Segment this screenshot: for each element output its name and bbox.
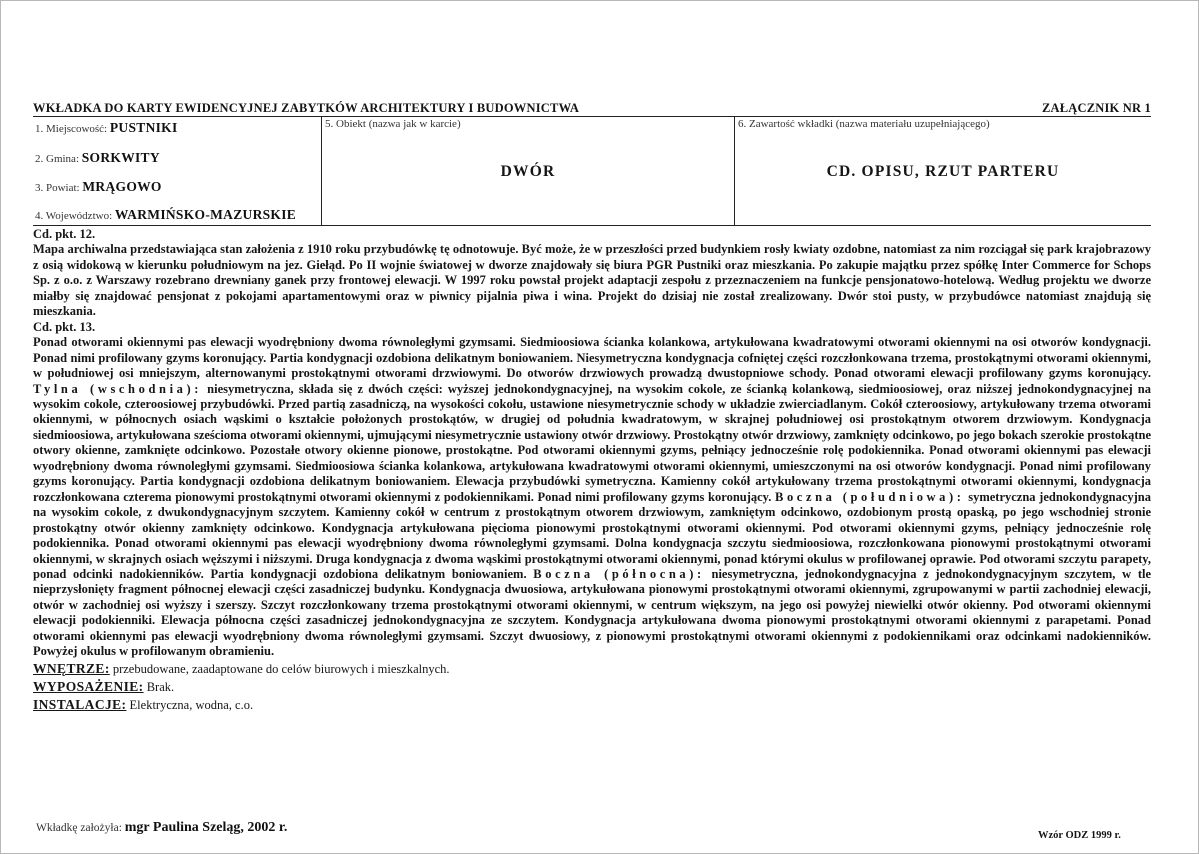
north-elevation-heading: Boczna (północna): [533, 566, 705, 581]
point-13-part-a: Ponad otworami okiennymi pas elewacji wyodrębniony dwoma równoległymi gzymsami. Siedmioosiowa ścianka kolankowa, artykułowana kwadratowymi otworami okiennymi na osi otworów kondygnacji. Ponad nimi profilowany gzyms koronujący. Partia kondygnacji ozdobiona delikatnym boniowaniem. Niesymetryczna kondygnacja cofniętej części rozczłonkowana trzema, prostokątnymi otworami okiennymi, w południowej osi mniejszym, alternowanymi prostokątnymi otworami drzwiowymi. Do otworów drzwiowych prowadzą dwustopniowe schody. Ponad otworami elewacji profilowany gzyms koronujący. [33, 335, 1151, 381]
point-12-heading: Cd. pkt. 12. [33, 227, 96, 241]
interior-label: WNĘTRZE: [33, 660, 110, 676]
county-value: MRĄGOWO [82, 179, 162, 194]
document-title: WKŁADKA DO KARTY EWIDENCYJNEJ ZABYTKÓW ARCHITEKTURY I BUDOWNICTWA [33, 101, 580, 115]
voivodeship-value: WARMIŃSKO-MAZURSKIE [114, 207, 297, 222]
contents-label: 6. Zawartość wkładki (nazwa materiału uzupełniającego) [738, 118, 990, 130]
object-value: DWÓR [500, 163, 556, 180]
commune-value: SORKWITY [81, 150, 160, 165]
point-13-part-c: symetryczna jednokondygnacyjna na wysokim cokole, z dwukondygnacyjnym szczytem. Kamienny cokół w centrum z prostokątnym otworem drzwiowym, zamkniętym odcinkowo, ozdobionym prostą opaską, po jego wschodniej stronie prostokątny otwór okienny zamknięty odcinkowo. Kondygnacja artykułowana pięcioma pionowymi prostokątnymi otworami okiennymi. Pod otworami okiennymi gzyms, pełniący jednocześnie rolę podokiennika. Ponad otworami okiennymi pas elewacji wyodrębniony dwoma równoległymi gzymsami. Dolna kondygnacja szczytu siedmioosiowa, rozczłonkowana pionowymi prostokątnymi otworami okiennymi, w skrajnych osiach węższymi i niższymi. Druga kondygnacja z dwoma wąskimi prostokątnymi otworami okiennymi, ponad którymi okulus w profilowanej oprawie. Pod otworami szczytu parapety, ponad odcinki nadokienników. Partia kondygnacji ozdobiona delikatnym boniowaniem. [33, 489, 1152, 581]
identification-table [33, 116, 1151, 226]
voivodeship-label: 4. Województwo: [35, 210, 113, 222]
document-header [33, 100, 1151, 116]
author-label: Wkładkę założyła: [36, 822, 122, 834]
point-12-text: Mapa archiwalna przedstawiająca stan założenia z 1910 roku przybudówkę tę odnotowuje. Być może, że w przeszłości przed budynkiem rosły kwiaty ozdobne, natomiast za nim rozciągał się park krajobrazowy z osią widokową w kierunku południowym na jez. Giełąd. Po II wojnie światowej w dworze znajdowały się biura PGR Pustniki oraz mieszkania. Po zakupie majątku przez spółkę Inter Commerce for Schops Sp. z o.o. z Warszawy rozebrano drewniany ganek przy frontowej elewacji. W 1997 roku powstał projekt adaptacji zespołu z przeznaczeniem na funkcje pensjonatowo-hotelową. Według projektu we dworze miałby się znajdować pensjonat z pokojami apartamentowymi oraz w piwnicy pijalnia piwa i wina. Projekt do dzisiaj nie został zrealizowany. Dwór stoi pusty, w przybudówce natomiast znajdują się mieszkania. [33, 242, 1151, 319]
record-sheet [33, 100, 1151, 714]
form-version: Wzór ODZ 1999 r. [1038, 830, 1121, 841]
interior-section [33, 660, 1151, 678]
rear-elevation-heading: Tylna (wschodnia): [33, 381, 203, 396]
point-13-text [33, 335, 1151, 660]
interior-value: przebudowane, zaadaptowane do celów biurowych i mieszkalnych. [112, 661, 450, 676]
installations-section [33, 696, 1151, 714]
county-field [35, 179, 162, 195]
contents-column [735, 117, 1151, 225]
author-name: mgr Paulina Szeląg, 2002 r. [124, 820, 288, 835]
south-elevation-heading: Boczna (południowa): [775, 489, 965, 504]
description-text [33, 227, 1151, 660]
equipment-section [33, 678, 1151, 696]
equipment-value: Brak. [146, 679, 175, 694]
point-13-part-b: niesymetryczna, składa się z dwóch części: wyższej jednokondygnacyjnej, na wysokim cokole, ze ścianką kolankową, siedmioosiowej, oraz niższej jednokondygnacyjnej na wysokim cokole, czteroosiowej przybudówki. Przed partią zasadniczą, na wysokości cokołu, ustawione niesymetrycznie schody w układzie zwierciadlanym. Cokół czteroosiowy, artykułowany trzema otworami okiennymi, w północnych osiach wąskimi o kształcie położonych prostokątów, w drugiej od południa kwadratowym, w skrajnej południowej osi prostokątnym otworem drzwiowym. Kondygnacja siedmioosiowa, artykułowana sześcioma otworami okiennymi, ujmującymi niesymetrycznie ustawiony otwór drzwiowy. Prostokątny otwór drzwiowy, zamknięty odcinkowo, po jego bokach szerokie prostokątne otwory okienne, zamknięte odcinkowo. Pozostałe otwory okienne pionowe, prostokątne. Pod otworami okiennymi gzyms, pełniący jednocześnie rolę podokiennika. Ponad otworami okiennymi pas elewacji wyodrębniony dwoma równoległymi gzymsami. Siedmioosiowa ścianka kolankowa, artykułowana kwadratowymi otworami okiennymi, umieszczonymi na osi otworów kondygnacji. Ponad nimi profilowany gzyms koronujący. Partia kondygnacji ozdobiona delikatnym boniowaniem. Elewacja przybudówki symetryczna. Kamienny cokół artykułowany trzema prostokątnymi otworami okiennymi, kondygnacja rozczłonkowana czterema pionowymi prostokątnymi otworami okiennymi z podokiennikami. Ponad nimi profilowany gzyms koronujący. [33, 381, 1152, 504]
voivodeship-field [35, 207, 296, 223]
commune-label: 2. Gmina: [35, 153, 79, 165]
attachment-number: ZAŁĄCZNIK NR 1 [1041, 101, 1151, 115]
point-13-part-d: niesymetryczna, jednokondygnacyjna z jednokondygnacyjnym szczytem, w tle nieprzysłonięty fragment północnej elewacji części zasadniczej budynku. Kondygnacja dwuosiowa, artykułowana pionowymi prostokątnymi otworami okiennymi, zgrupowanymi w partii zachodniej elewacji, otwór w zachodniej osi wyższy i szerszy. Szczyt rozczłonkowany trzema prostokątnymi otworami okiennymi, w centrum większym, na jego osi powyżej niewielki otwór okienny. Pod otworami okiennymi elewacji podokienniki. Elewacja północna części zasadniczej jednokondygnacyjna ze szczytem. Kondygnacja artykułowana dwoma pionowymi prostokątnymi otworami okiennymi z parapetami. Ponad otworami okiennymi pas elewacji wyodrębniony dwoma równoległymi gzymsami. Szczyt dwuosiowy, z pionowymi prostokątnymi otworami okiennymi z podokiennikami oraz odcinkami nadokienników. Powyżej okulus w profilowanym obramieniu. [33, 566, 1151, 659]
locality-value: PUSTNIKI [109, 120, 178, 135]
location-column [33, 117, 322, 225]
contents-value: CD. OPISU, RZUT PARTERU [826, 163, 1060, 180]
county-label: 3. Powiat: [35, 182, 80, 194]
author-line [36, 820, 287, 836]
equipment-label: WYPOSAŻENIE: [33, 678, 144, 694]
locality-label: 1. Miejscowość: [35, 123, 108, 135]
object-label: 5. Obiekt (nazwa jak w karcie) [325, 118, 461, 130]
object-column [322, 117, 735, 225]
installations-value: Elektryczna, wodna, c.o. [129, 697, 254, 712]
commune-field [35, 150, 160, 166]
locality-field [35, 120, 178, 136]
point-13-heading: Cd. pkt. 13. [33, 319, 96, 334]
installations-label: INSTALACJE: [33, 696, 127, 712]
